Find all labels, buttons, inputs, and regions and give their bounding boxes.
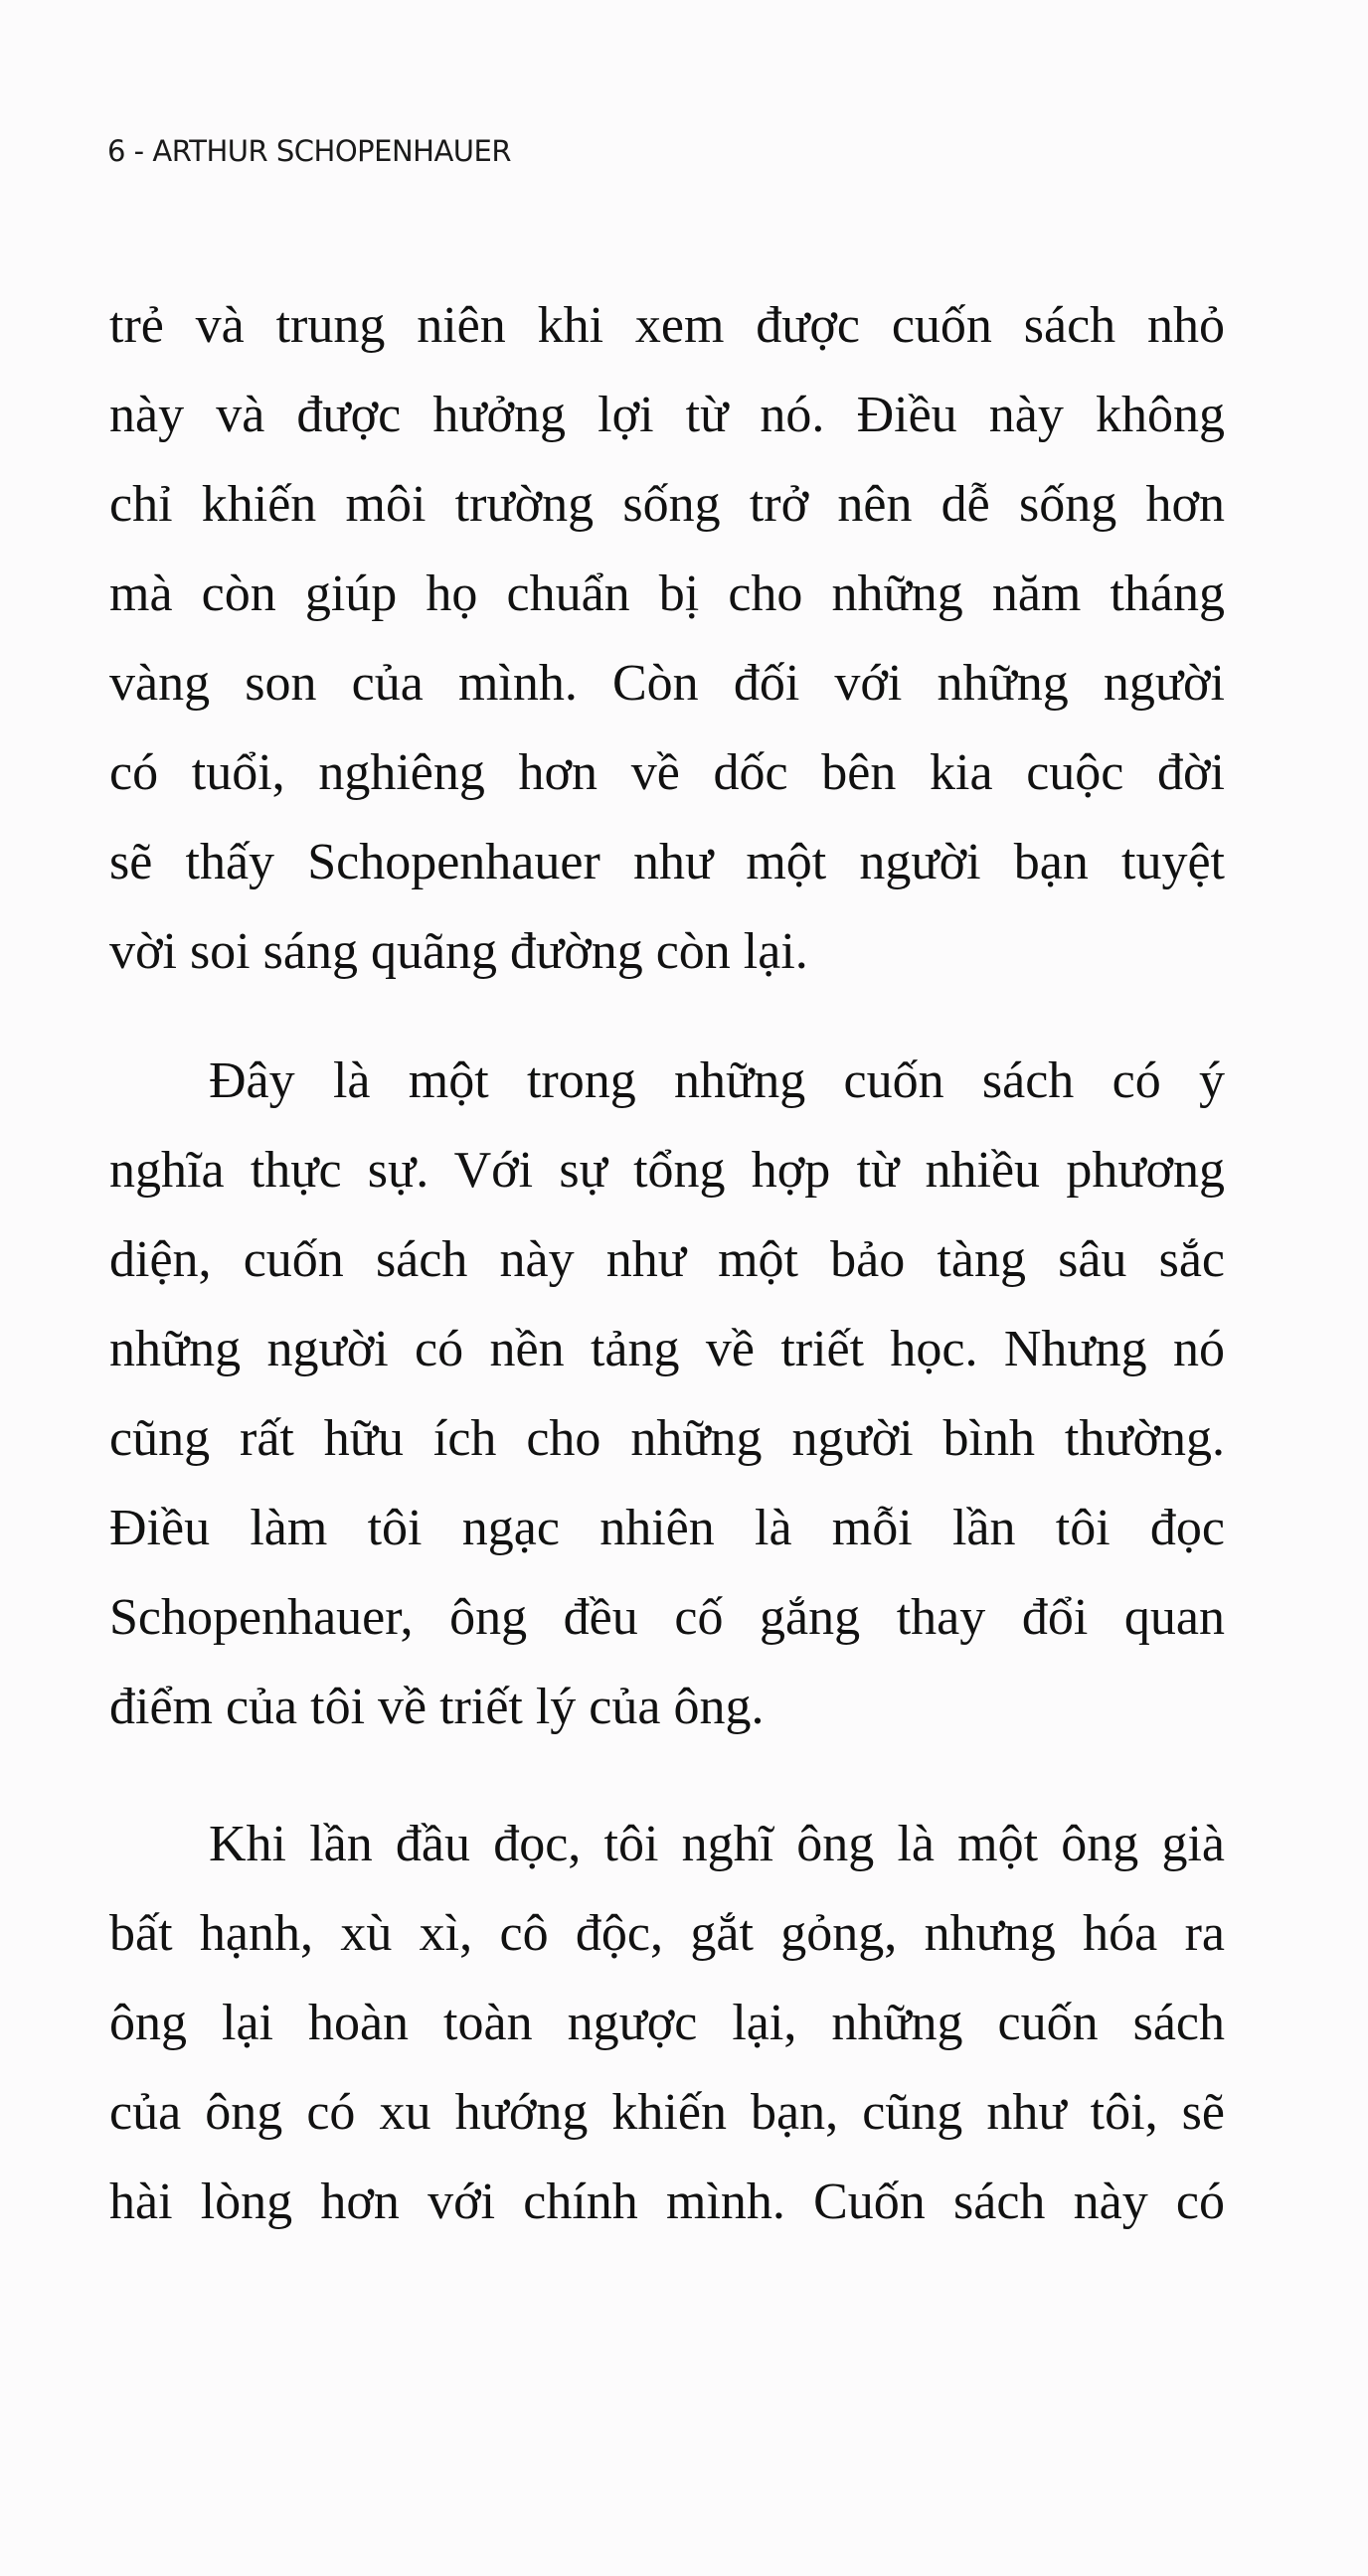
- paragraph-2: [109, 1037, 1225, 1752]
- text-line: chỉ khiến môi trường sống trở nên dễ sống hơn: [109, 476, 1225, 533]
- text-line: ông lại hoàn toàn ngược lại, những cuốn sách: [109, 1995, 1225, 2051]
- text-line: cũng rất hữu ích cho những người bình thường.: [109, 1410, 1225, 1467]
- running-title: ARTHUR SCHOPENHAUER: [152, 134, 511, 168]
- paragraph-1: [109, 281, 1225, 997]
- text-line: vời soi sáng quãng đường còn lại.: [109, 923, 808, 980]
- text-line: vàng son của mình. Còn đối với những người: [109, 655, 1225, 712]
- text-line: này và được hưởng lợi từ nó. Điều này không: [109, 387, 1225, 443]
- text-line: bất hạnh, xù xì, cô độc, gắt gỏng, nhưng hóa ra: [109, 1905, 1225, 1962]
- text-line: trẻ và trung niên khi xem được cuốn sách nhỏ: [109, 297, 1225, 354]
- running-header: [107, 129, 511, 173]
- paragraph-3: [109, 1800, 1225, 2247]
- text-line: sẽ thấy Schopenhauer như một người bạn tuyệt: [109, 834, 1225, 890]
- text-line: mà còn giúp họ chuẩn bị cho những năm tháng: [109, 565, 1225, 622]
- text-line: những người có nền tảng về triết học. Nhưng nó: [109, 1321, 1225, 1377]
- text-line: của ông có xu hướng khiến bạn, cũng như tôi, sẽ: [109, 2084, 1225, 2141]
- text-line: Schopenhauer, ông đều cố gắng thay đổi quan: [109, 1589, 1225, 1646]
- text-line: điểm của tôi về triết lý của ông.: [109, 1679, 765, 1735]
- text-line: diện, cuốn sách này như một bảo tàng sâu sắc: [109, 1231, 1225, 1288]
- header-separator: -: [133, 134, 144, 168]
- text-line: nghĩa thực sự. Với sự tổng hợp từ nhiều phương: [109, 1142, 1225, 1199]
- page-number: 6: [107, 134, 125, 168]
- text-line: Đây là một trong những cuốn sách có ý: [209, 1052, 1225, 1109]
- text-line: hài lòng hơn với chính mình. Cuốn sách này có: [109, 2174, 1225, 2230]
- text-line: Điều làm tôi ngạc nhiên là mỗi lần tôi đọc: [109, 1500, 1225, 1556]
- text-line: có tuổi, nghiêng hơn về dốc bên kia cuộc đời: [109, 744, 1225, 801]
- text-line: Khi lần đầu đọc, tôi nghĩ ông là một ông già: [209, 1816, 1225, 1872]
